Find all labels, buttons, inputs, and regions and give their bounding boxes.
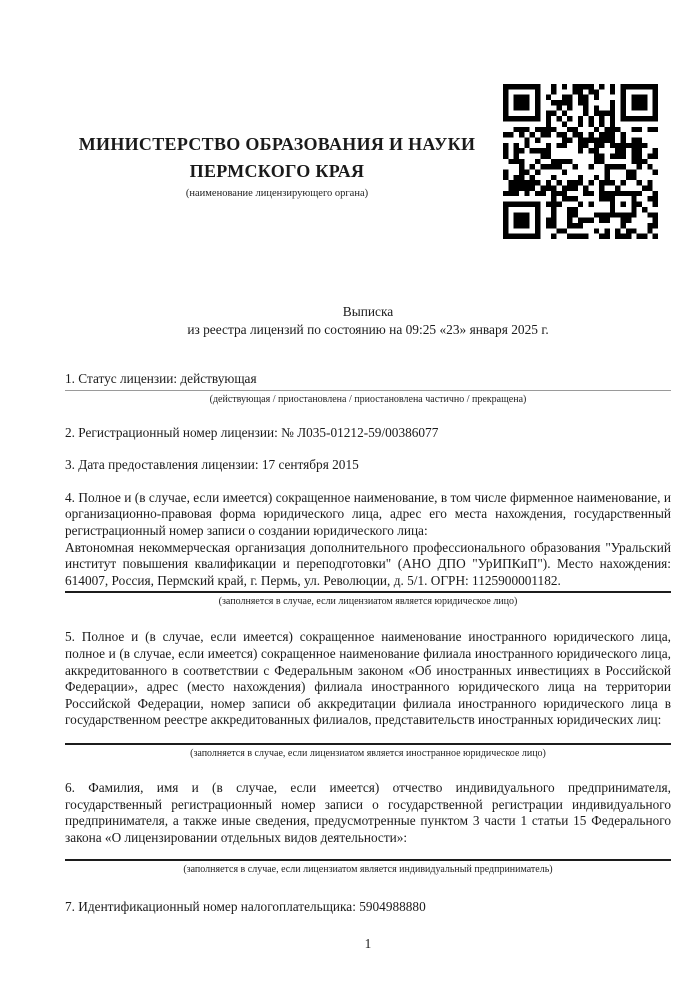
field-foreign-entity-caption: (заполняется в случае, если лицензиатом является иностранное юридическое лицо) — [190, 747, 546, 759]
field-license-grant-date-text: 3. Дата предоставления лицензии: 17 сентября 2015 — [65, 457, 359, 473]
field-individual-entrepreneur-caption: (заполняется в случае, если лицензиатом является индивидуальный предприниматель) — [183, 864, 553, 876]
qr-pattern — [503, 84, 658, 239]
ministry-caption: (наименование лицензирующего органа) — [185, 188, 369, 199]
field-legal-entity-name-value: Автономная некоммерческая организация дополнительного профессионального образования "Уральский институт повышения квалификации и переподготовки" (АНО ДПО "УрИПКиП"). Место нахождения: 614007, Россия, Пермский край, г. Пермь, ул. Революции, д. 5/1. ОГРН: 1125900001182. — [65, 539, 671, 588]
page-number: 1 — [364, 935, 372, 951]
divider-rule — [65, 859, 671, 861]
field-legal-entity-caption: (заполняется в случае, если лицензиатом является юридическое лицо) — [218, 596, 518, 608]
divider-rule — [65, 743, 671, 745]
document-header — [65, 0, 671, 303]
document-content — [65, 0, 671, 952]
ministry-name — [65, 131, 489, 184]
field-registration-number — [65, 425, 671, 442]
divider-rule — [65, 591, 671, 593]
document-title-line2: из реестра лицензий по состоянию на 09:25 «23» января 2025 г. — [187, 321, 549, 337]
field-foreign-entity-text: 5. Полное и (в случае, если имеется) сокращенное наименование иностранного юридического лица, полное и (в случае, если имеется) сокращенное наименование филиала иностранного юридического лица, аккредитованного в соответствии с Федеральным законом «Об иностранных инвестициях в Российской Федерации», адрес (место нахождения) филиала иностранного юридического лица на территории Российской Федерации, номер записи об аккредитации филиала иностранного юридического лица в государственном реестре аккредитованных филиалов, представительств иностранных юридических лиц: — [65, 629, 671, 728]
document-title-line1: Выписка — [342, 304, 394, 319]
field-license-status-caption: (действующая / приостановлена / приостановлена частично / прекращена) — [209, 393, 527, 405]
qr-code-icon — [503, 84, 658, 239]
field-registration-number-text: 2. Регистрационный номер лицензии: № Л035-01212-59/00386077 — [65, 424, 439, 440]
field-taxpayer-number — [65, 899, 671, 916]
ministry-name-line1: МИНИСТЕРСТВО ОБРАЗОВАНИЯ И НАУКИ — [78, 134, 476, 154]
field-foreign-entity — [65, 629, 671, 760]
divider-rule — [65, 390, 671, 391]
field-license-status — [65, 371, 671, 406]
field-legal-entity-name-text: 4. Полное и (в случае, если имеется) сокращенное наименование, в том числе фирменное наименование, и организационно-правовая форма юридического лица, адрес его места нахождения, государственный регистрационный номер записи о создании юридического лица: — [65, 489, 671, 538]
field-legal-entity-name — [65, 490, 671, 609]
field-taxpayer-number-text: 7. Идентификационный номер налогоплательщика: 5904988880 — [65, 899, 426, 915]
field-individual-entrepreneur-text: 6. Фамилия, имя и (в случае, если имеется) отчество индивидуального предпринимателя, государственный регистрационный номер записи о государственной регистрации индивидуального предпринимателя, а также иные сведения, предусмотренные пунктом 3 части 1 статьи 15 Федерального закона «О лицензировании отдельных видов деятельности»: — [65, 779, 671, 845]
field-license-status-text: 1. Статус лицензии: действующая — [65, 371, 257, 386]
licensing-authority-block — [65, 131, 489, 199]
ministry-name-line2: ПЕРМСКОГО КРАЯ — [189, 160, 365, 181]
field-license-grant-date — [65, 457, 671, 474]
field-individual-entrepreneur — [65, 780, 671, 876]
document-title — [65, 303, 671, 338]
